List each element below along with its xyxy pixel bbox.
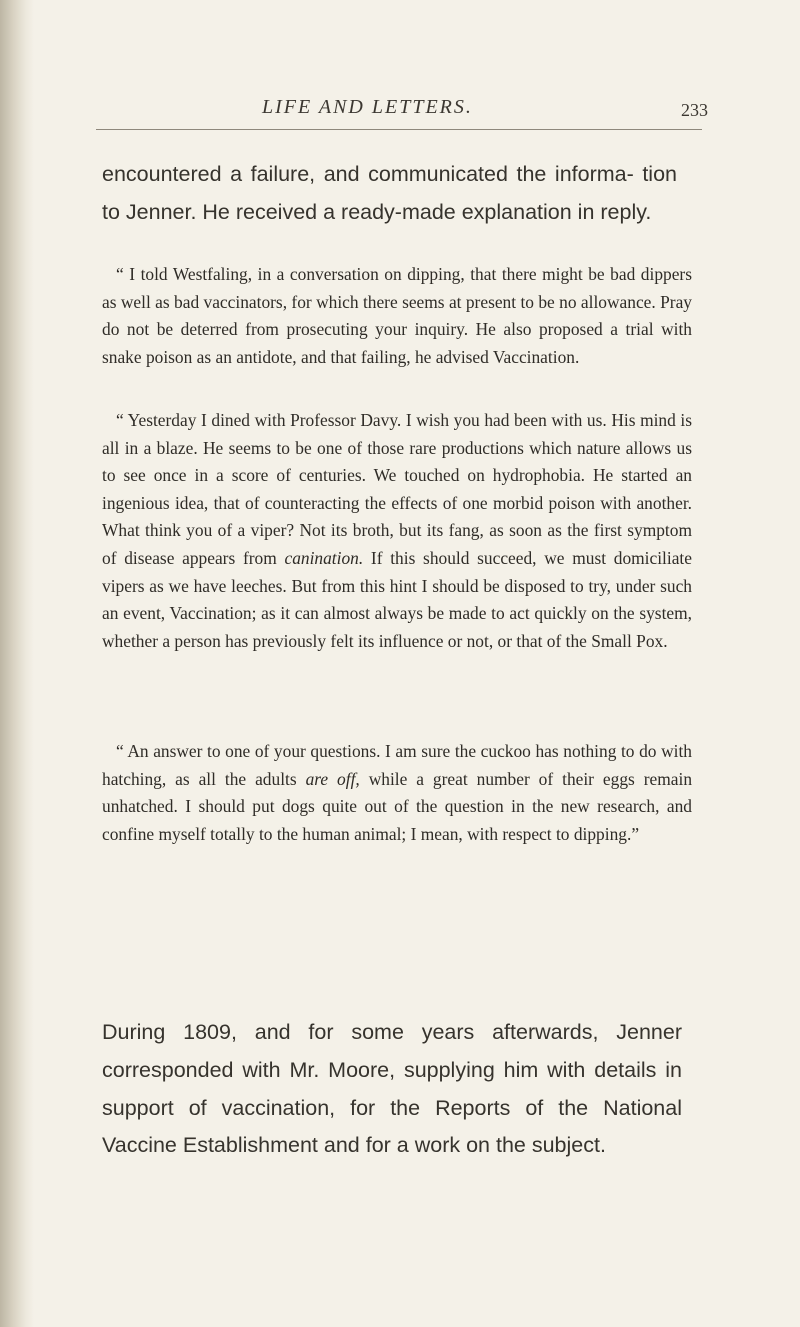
running-title: LIFE AND LETTERS.	[262, 96, 473, 118]
italic-word: canination.	[284, 547, 364, 568]
quoted-letter-paragraph-1: “ I told Westfaling, in a conversation on dipping, that there might be bad dippers as well as bad vaccinators, for which there seems at present to be no allowance. Pray do not be deterred from prosecuting your inquiry. He also proposed a trial with snake poison as an antidote, and that failing, he advised Vaccination.	[102, 264, 692, 367]
header-rule	[96, 129, 702, 130]
quoted-letter-paragraph-2	[102, 407, 692, 655]
page-number: 233	[681, 100, 708, 120]
page-gutter-shadow	[0, 0, 34, 1327]
paragraph-conclusion: During 1809, and for some years afterwards, Jenner corresponded with Mr. Moore, supplying him with details in support of vaccination, for the Reports of the National Vaccine Establishment and for a work on the subject.	[102, 1020, 682, 1158]
text-segment: while a great number of their eggs remain unhatched. I should put dogs quite out of the question in the new research, and confine myself totally to the human animal; I mean, with respect to dipping.”	[102, 768, 693, 844]
text-segment: “ An answer to one of your questions. I am sure the cuckoo has nothing to do with hatching, as all the adults	[102, 741, 692, 789]
text-segment: “ Yesterday I dined with Professor Davy. I wish you had been with us. His mind is all in a blaze. He seems to be one of those rare productions which nature allows us to see once in a score of centuries. We touched on hydrophobia. He started an ingenious idea, that of counteracting the effects of one morbid poison with another. What think you of a viper? Not its broth, but its fang, as soon as the first symptom of disease appears from	[102, 410, 692, 568]
italic-phrase: are off,	[305, 768, 360, 789]
quoted-letter-paragraph-3	[102, 738, 692, 848]
paragraph-intro: encountered a failure, and communicated the informa- tion to Jenner. He received a ready-made explanation in reply.	[102, 162, 677, 224]
text-segment: If this should succeed, we must domiciliate vipers as we have leeches. But from this hint I should be disposed to try, under such an event, Vaccination; as it can almost always be made to act quickly on the system, whether a person has previously felt its influence or not, or that of the Small Pox.	[102, 547, 692, 651]
